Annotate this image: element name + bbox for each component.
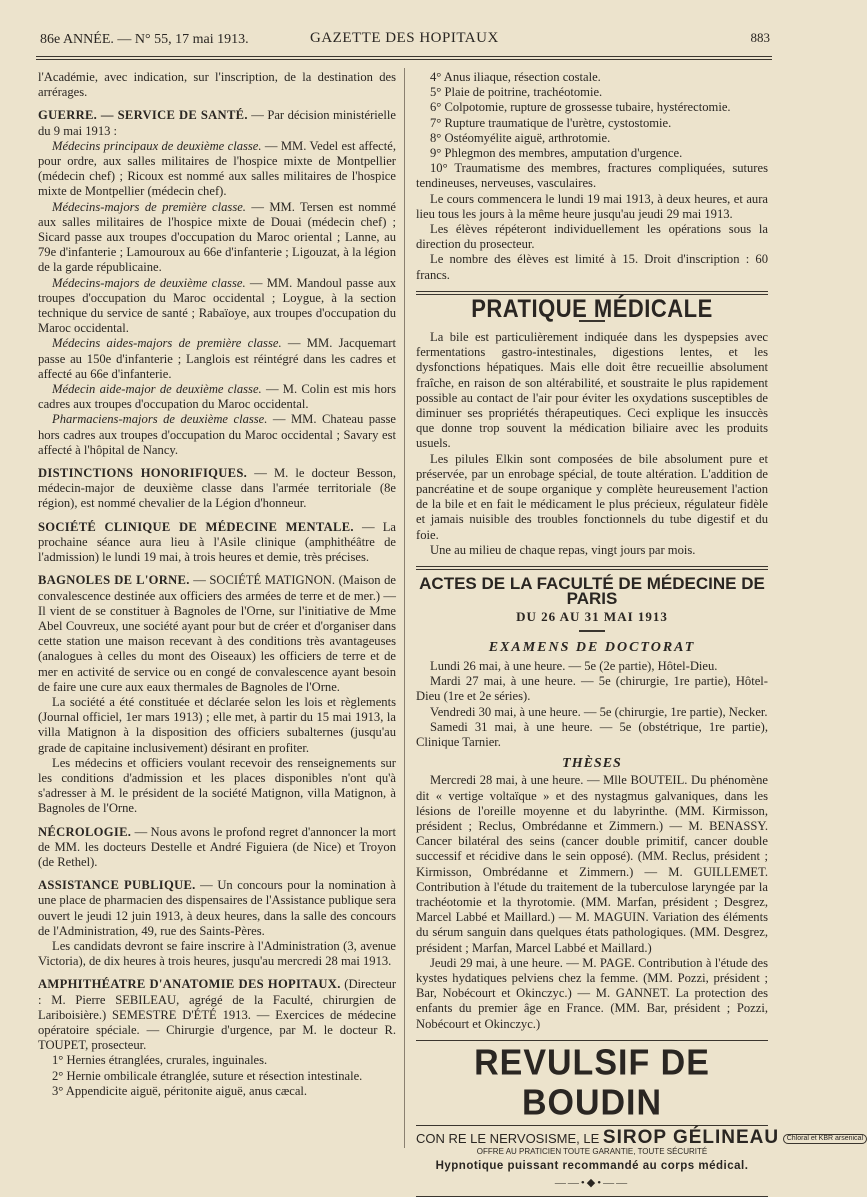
pharmaciens-majors	[38, 412, 396, 458]
bagnoles-paragraph	[38, 573, 396, 695]
rank-label: Médecins principaux de deuxième classe.	[52, 138, 262, 153]
left-column	[38, 70, 396, 1099]
guerre-text: — Par décision ministérielle du 9 mai 1913 :	[38, 108, 396, 138]
necrologie-paragraph	[38, 825, 396, 871]
rank-label: Médecins-majors de deuxième classe.	[52, 275, 246, 290]
ad-offre: OFFRE AU PRATICIEN TOUTE GARANTIE, TOUTE SÉCURITÉ	[476, 1146, 708, 1156]
ad-formula-badge: Chloral et KBR arsenical	[783, 1134, 867, 1144]
journal-title: GAZETTE DES HOPITAUX	[310, 30, 499, 46]
bagnoles-heading: BAGNOLES DE L'ORNE.	[38, 573, 190, 588]
actes-faculte-title: ACTES DE LA FACULTÉ DE MÉDECINE DE PARIS	[419, 574, 765, 609]
guerre-heading: GUERRE. — SERVICE DE SANTÉ.	[38, 108, 248, 123]
eleves-paragraph: Les élèves répéteront individuellement les opérations sous la direction du prosecteur.	[416, 222, 768, 252]
theses-title: THÈSES	[562, 756, 622, 772]
guerre-paragraph	[38, 108, 396, 138]
ornament-icon: ——•◆•——	[554, 1177, 630, 1190]
amphitheatre-text: (Directeur : M. Pierre SEBILEAU, agrégé de la Faculté, chirurgien de Lariboisière.) SEMESTRE D'ÉTÉ 1913. — Exercices de médecine opératoire spéciale. — Chirurgie d'urgence, par M. le docteur R. TOUPET, prosecteur.	[38, 977, 397, 1053]
list-item: 10° Traumatisme des membres, fractures compliquées, sutures tendineuses, nerveuses, vasculaires.	[416, 161, 768, 191]
inscription-paragraph: Le nombre des élèves est limité à 15. Droit d'inscription : 60 francs.	[416, 252, 768, 282]
list-item: 9° Phlegmon des membres, amputation d'urgence.	[430, 146, 683, 161]
list-item: 4° Anus iliaque, résection costale.	[430, 70, 601, 84]
rank-text: — MM. Tersen est nommé aux salles militaires de l'hospice mixte de Douai (médecin chef) ; Sicard passe aux troupes d'occupation du Maroc oriental ; Lanne, au 79e d'infanterie ; Lamouroux au 66e d'infanterie ; Ligouzat, à la légion de la garde républicaine.	[38, 199, 396, 275]
bagnoles-paragraph-2: La société a été constituée et déclarée selon les lois et règlements (Journal officiel, 1er mars 1913) ; elle met, à partir du 15 mai 1913, la villa Matignon à la disposition des officiers subalternes (jusqu'au grade de capitaine inclusivement) désirant en profiter.	[38, 694, 396, 755]
rank-label: Pharmaciens-majors de deuxième classe.	[52, 412, 268, 427]
rank-text: — MM. Chateau passe hors cadres aux troupes d'occupation du Maroc occidental ; Savary est affecté à l'hôpital de Nancy.	[38, 412, 396, 457]
issue-info: 86e ANNÉE. — N° 55, 17 mai 1913.	[40, 32, 249, 47]
assistance-paragraph-2: Les candidats devront se faire inscrire à l'Administration (3, avenue Victoria), de dix heures à trois heures, jusqu'au mercredi 28 mai 1913.	[38, 938, 396, 969]
ad-rule	[416, 1125, 768, 1126]
right-column	[416, 70, 864, 1197]
page-header	[40, 30, 770, 52]
ad-hypnotique: Hypnotique puissant recommandé au corps médical.	[435, 1160, 749, 1173]
societe-clinique-paragraph	[38, 520, 396, 566]
medecins-majors-2	[38, 276, 396, 337]
cours-paragraph: Le cours commencera le lundi 19 mai 1913, à deux heures, et aura lieu tous les jours à la même heure jusqu'au jeudi 29 mai 1913.	[416, 191, 768, 221]
amphitheatre-heading: AMPHITHÉATRE D'ANATOMIE DES HOPITAUX.	[38, 977, 341, 992]
rank-text: — MM. Vedel est affecté, pour ordre, aux salles militaires de l'hospice mixte de Montpellier (médecin chef) ; Ricoux est nommé aux salles militaires de l'hospice mixte de Montpellier (médecin chef).	[38, 138, 396, 199]
list-item: 5° Plaie de poitrine, trachéotomie.	[430, 85, 603, 100]
page-number: 883	[750, 30, 770, 45]
bagnoles-text: — SOCIÉTÉ MATIGNON. (Maison de convalescence destinée aux officiers des armées de terre et de mer.) — Il vient de se constituer à Bagnoles de l'Orne, sur l'initiative de Mme Abel Couvreux, une société ayant pour but de créer et d'organiser dans cette station une maison recevant à des conditions très avantageuses (analogues à celles du mont des Oiseaux) les officiers de terre et de mer en activité de service ou en congé de convalescence ayant besoin de faire une cure aux eaux thermales de Bagnoles de l'Orne.	[38, 573, 396, 694]
examen-item: Lundi 26 mai, à une heure. — 5e (2e partie), Hôtel-Dieu.	[430, 658, 718, 673]
rank-label: Médecin aide-major de deuxième classe.	[52, 382, 262, 397]
list-item: 3° Appendicite aiguë, péritonite aiguë, anus cæcal.	[52, 1083, 308, 1098]
examen-item: Vendredi 30 mai, à une heure. — 5e (chirurgie, 1re partie), Necker.	[430, 704, 768, 719]
these-item: Jeudi 29 mai, à une heure. — M. PAGE. Contribution à l'étude des kystes hydatiques pelviens chez la femme. (MM. Pozzi, président ; Bar, Nobécourt et Okinczyc.) — M. GANNET. La protection des enfants du premier âge en France. (MM. Bar, président ; Pozzi, Nobécourt et Okinczyc.)	[416, 955, 768, 1031]
pratique-paragraph-1: La bile est particulièrement indiquée dans les dyspepsies avec fermentations gastro-intestinales, digestions lentes, et les dysfonctions hépatiques. Mais elle doit être recueillie absolument fraîche, en raison de son altérabilité, et soustraite le plus rapidement possible au contact de l'air pour éviter les oxydations susceptibles de diminuer ses propriétés thérapeutiques. Ceci explique les insuccès que donne trop souvent la médication biliaire avec les produits usuels.	[416, 330, 768, 451]
ad-con-text: CON RE LE NERVOSISME, LE	[416, 1130, 600, 1146]
list-item: 6° Colpotomie, rupture de grossesse tubaire, hystérectomie.	[430, 100, 731, 115]
rank-label: Médecins aides-majors de première classe.	[52, 336, 282, 351]
rank-text: — M. Colin est mis hors cadres aux troupes d'occupation du Maroc occidental.	[38, 382, 396, 412]
societe-text: — La prochaine séance aura lieu à l'Asile clinique (amphithéâtre de l'admission) le lundi 19 mai, à trois heures et demie, très précises.	[38, 519, 396, 565]
distinctions-heading: DISTINCTIONS HONORIFIQUES.	[38, 466, 248, 481]
header-rule	[36, 56, 772, 60]
advertisement	[416, 1040, 864, 1197]
rank-text: — MM. Jacquemart passe au 150e d'infanterie ; Langlois est réintégré dans les cadres et affecté au 66e d'infanterie.	[38, 336, 396, 381]
aide-major-2	[38, 382, 396, 412]
list-item: 1° Hernies étranglées, crurales, inguinales.	[52, 1053, 268, 1068]
bagnoles-paragraph-3: Les médecins et officiers voulant recevoir des renseignements sur les conditions d'admission et les places disponibles n'ont qu'à s'adresser à M. le président de la société Matignon, villa Matignon, à Bagnoles de l'Orne.	[38, 755, 396, 816]
societe-heading: SOCIÉTÉ CLINIQUE DE MÉDECINE MENTALE.	[38, 519, 354, 534]
academie-paragraph: l'Académie, avec indication, sur l'inscription, de la destination des arrérages.	[38, 70, 396, 100]
short-rule	[579, 630, 605, 632]
actes-dates: DU 26 AU 31 MAI 1913	[516, 608, 668, 624]
rank-text: — MM. Mandoul passe aux troupes d'occupation du Maroc occidental ; Loygue, à la section technique du service de santé ; Rabaïoye, aux troupes d'occupation du Maroc occidental.	[38, 275, 396, 336]
assistance-paragraph	[38, 878, 396, 939]
list-item: 8° Ostéomyélite aiguë, arthrotomie.	[430, 130, 611, 145]
necrologie-text: — Nous avons le profond regret d'annoncer la mort de MM. les docteurs Destelle et André Figuiera (de Nice) et Troyon (de Rethel).	[38, 824, 396, 869]
assistance-heading: ASSISTANCE PUBLIQUE.	[38, 878, 196, 893]
pratique-paragraph-3: Une au milieu de chaque repas, vingt jours par mois.	[430, 542, 696, 557]
distinctions-paragraph	[38, 466, 396, 512]
examen-item: Samedi 31 mai, à une heure. — 5e (obstétrique, 1re partie), Clinique Tarnier.	[416, 719, 768, 749]
column-divider	[404, 68, 405, 1148]
section-rule	[416, 566, 768, 570]
aides-majors-1	[38, 336, 396, 382]
list-item: 2° Hernie ombilicale étranglée, suture et résection intestinale.	[52, 1068, 363, 1083]
assistance-text: — Un concours pour la nomination à une place de pharmacien des dispensaires de l'Assistance publique sera ouvert le jeudi 12 juin 1913, à deux heures, dans la salle des concours de l'Administration, 49, rue des Saints-Pères.	[38, 878, 397, 938]
list-item: 7° Rupture traumatique de l'urètre, cystostomie.	[430, 115, 672, 130]
examen-item: Mardi 27 mai, à une heure. — 5e (chirurgie, 1re partie), Hôtel-Dieu (1re et 2e séries).	[416, 674, 768, 704]
ad-sirop-name: SIROP GÉLINEAU	[602, 1126, 780, 1148]
amphitheatre-paragraph	[38, 977, 396, 1053]
medecins-majors-1	[38, 200, 396, 276]
rank-label: Médecins-majors de première classe.	[52, 199, 246, 214]
pratique-paragraph-2: Les pilules Elkin sont composées de bile absolument pure et préservée, par un enrobage spécial, de toute altération. L'addition de pancréatine et de soupe organique y complète heureusement l'action de la bile et en fait le médicament le plus précieux, régulateur fidèle et jamais nuisible des troubles fonctionnels du tube digestif et du foie.	[416, 451, 768, 542]
distinctions-text: — M. le docteur Besson, médecin-major de deuxième classe dans l'armée territoriale (8e région), est nommé chevalier de la Légion d'honneur.	[38, 466, 396, 511]
revulsif-boudin-ad: REVULSIF DE BOUDIN	[474, 1042, 710, 1123]
these-item: Mercredi 28 mai, à une heure. — Mlle BOUTEIL. Du phénomène dit « vertige voltaïque » et des nystagmus galvaniques, dans les lésions de l'oreille moyenne et du labyrinthe. (MM. Kirmisson, président ; Reclus, Ombrédanne et Zimmern.) — M. BENASSY. Cancer bilatéral des seins (cancer double primitif, cancer double successif et récidive dans le sein opposé). (MM. Reclus, président ; Kirmisson, Ombrédanne et Zimmern.) — M. GUILLEMET. Contribution à l'étude du traitement de la tuberculose laryngée par la trachéotomie et la thyrotomie. (MM. Marfan, président ; Desgrez, Marcel Labbé et Maillard.) — M. MAGUIN. Variation des éléments du sérum sanguin dans quelques états pathologiques. (MM. Desgrez, président ; Marfan, Marcel Labbé et Maillard.)	[416, 773, 768, 955]
medecins-principaux	[38, 139, 396, 200]
pratique-medicale-title: PRATIQUE MÉDICALE	[471, 293, 713, 323]
necrologie-heading: NÉCROLOGIE.	[38, 824, 132, 839]
examens-title: EXAMENS DE DOCTORAT	[488, 639, 696, 655]
